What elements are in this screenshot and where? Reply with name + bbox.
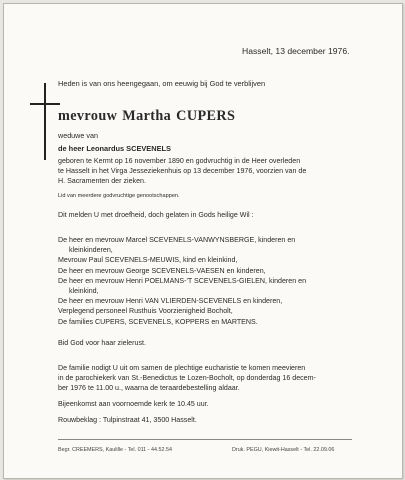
cross-icon — [44, 83, 46, 160]
deceased-first-name: Martha — [122, 108, 172, 124]
cross-icon-bar — [30, 103, 60, 105]
deceased-title: mevrouw — [58, 108, 118, 124]
family-line: De heer en mevrouw George SCEVENELS-VAESEN en kinderen, — [58, 267, 266, 275]
printer-credit: Druk. PEGU, Kiewit-Hasselt - Tel. 22.09.06 — [232, 447, 335, 453]
deceased-last-name: CUPERS — [176, 108, 236, 124]
family-line: De heer en mevrouw Henri POELMANS-'T SCEVENELS-GIELEN, kinderen en — [58, 277, 307, 285]
announcement-text: Dit melden U met droefheid, doch gelaten in Gods heilige Wil : — [58, 211, 254, 219]
birth-line: geboren te Kermt op 16 november 1890 en godvruchtig in de Heer overleden — [58, 157, 301, 165]
family-line: Mevrouw Paul SCEVENELS-MEUWIS, kind en kleinkind, — [58, 256, 238, 264]
family-line: kleinkinderen, — [69, 246, 113, 254]
intro-text: Heden is van ons heengegaan, om eeuwig bij God te verblijven — [58, 79, 266, 88]
family-line: kleinkind, — [69, 287, 99, 295]
invitation-line: De familie nodigt U uit om samen de plechtige eucharistie te komen meevieren — [58, 364, 306, 372]
condolence-address: Rouwbeklag : Tulpinstraat 41, 3500 Hasselt. — [58, 416, 197, 424]
family-line: Verplegend personeel Rusthuis Voorzienigheid Bocholt, — [58, 307, 233, 315]
invitation-line: ber 1976 te 11.00 u., waarna de teraardebestelling aldaar. — [58, 384, 240, 392]
family-line: De heer en mevrouw Henri VAN VLIERDEN-SCEVENELS en kinderen, — [58, 297, 283, 305]
widow-of-label: weduwe van — [58, 131, 98, 140]
birth-line: te Hasselt in het Virga Jesseziekenhuis op 13 december 1976, voorzien van de — [58, 167, 307, 175]
family-line: De heer en mevrouw Marcel SCEVENELS-VANWYNSBERGE, kinderen en — [58, 236, 296, 244]
invitation-line: in de parochiekerk van St.-Benedictus te Lozen-Bocholt, op donderdag 16 decem- — [58, 374, 316, 382]
deceased-name — [58, 108, 235, 125]
society-note: Lid van meerdere godvruchtige genootschappen. — [58, 193, 180, 199]
date-line: Hasselt, 13 december 1976. — [242, 46, 350, 56]
husband-name: de heer Leonardus SCEVENELS — [58, 144, 171, 153]
gathering-text: Bijeenkomst aan voornoemde kerk te 10.45 uur. — [58, 400, 209, 408]
undertaker-credit: Begr. CREEMERS, Kaulille - Tel. 011 - 44.52.54 — [58, 447, 172, 453]
family-line: De families CUPERS, SCEVENELS, KOPPERS en MARTENS. — [58, 318, 258, 326]
footer-divider — [58, 439, 352, 440]
birth-line: H. Sacramenten der zieken. — [58, 177, 146, 185]
prayer-text: Bid God voor haar zielerust. — [58, 339, 146, 347]
